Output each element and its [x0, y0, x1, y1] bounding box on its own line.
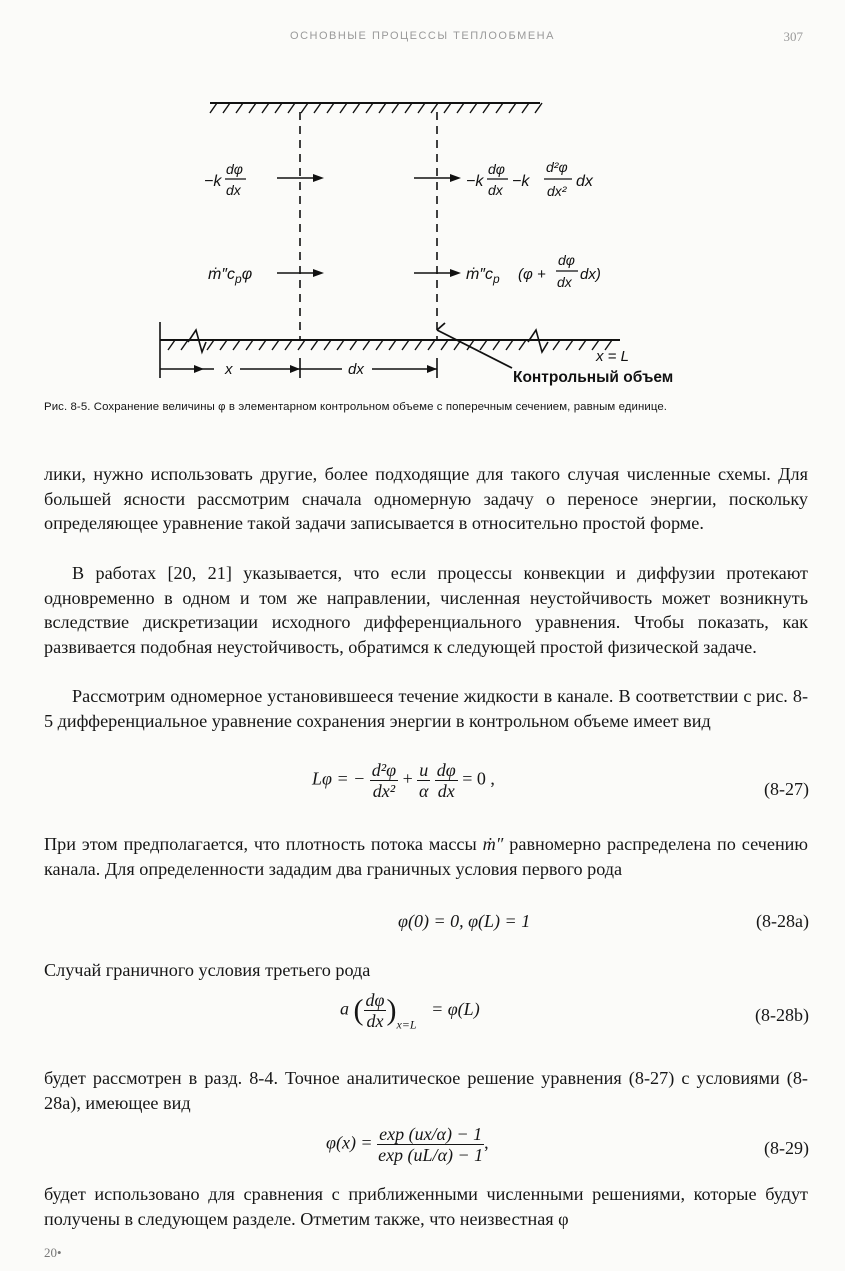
- equation-8-28b: a ( $\frac{d\varphi}{dx}$ )$_{x=L} = \varphi(L)$: [340, 990, 480, 1032]
- paragraph-6: будет рассмотрен в разд. 8-4. Точное аналитическое решение уравнения (8-27) с условиями (8-28а), имеющее вид: [44, 1068, 808, 1113]
- label-control-volume: Контрольный объем: [513, 369, 674, 386]
- svg-text:−k: −k: [204, 173, 222, 190]
- label-x-equals-L: x = L: [596, 348, 629, 365]
- label-convection-left: $ṁ''c_p\varphi$: [208, 266, 253, 286]
- figure-caption: Рис. 8-5. Сохранение величины φ в элементарном контрольном объеме с поперечным сечением, равным единице.: [44, 401, 668, 413]
- paragraph-4-part-a: При этом предполагается, что плотность потока массы: [44, 834, 483, 854]
- svg-text:dx: dx: [488, 182, 503, 198]
- equation-8-28a: φ(0) = 0, φ(L) = 1: [398, 911, 531, 931]
- svg-text:dφ: dφ: [226, 161, 243, 177]
- dim-label-dx: dx: [348, 361, 364, 378]
- svg-text:−k: −k: [512, 173, 530, 190]
- paragraph-3: Рассмотрим одномерное установившееся течение жидкости в канале. В соответствии с рис. 8-5 дифференциальное уравнение сохранения энергии в контрольном объеме имеет вид: [44, 686, 808, 731]
- svg-text:−k: −k: [466, 173, 484, 190]
- eq-num: dφ: [365, 990, 385, 1010]
- arrow-right-icon: [450, 174, 461, 182]
- mass-flux-symbol: ṁ″: [482, 834, 504, 854]
- eq-num: dφ: [436, 760, 456, 780]
- eq-den: dx: [437, 781, 455, 801]
- svg-text:dx: dx: [576, 173, 593, 190]
- paragraph-5: Случай граничного условия третьего рода: [44, 960, 371, 980]
- label-diffusion-right: [466, 159, 594, 199]
- eq-num: exp (ux/α) − 1: [379, 1124, 483, 1144]
- eq-num: u: [419, 760, 429, 780]
- equation-number-8-27: (8-27): [764, 779, 809, 799]
- equation-number-8-29: (8-29): [764, 1138, 809, 1158]
- eq-den: dx²: [372, 781, 396, 801]
- label-convection-right: [466, 252, 601, 290]
- signature-mark: 20•: [44, 1245, 62, 1260]
- eq-den: dx: [366, 1011, 384, 1031]
- svg-text:(φ +: (φ +: [518, 266, 546, 283]
- dim-label-x: x: [225, 361, 233, 378]
- equation-number-8-28a: (8-28а): [756, 911, 809, 931]
- paragraph-2: В работах [20, 21] указывается, что если процессы конвекции и диффузии протекают одновременно в одном и том же направлении, численная неустойчивость может возникнуть вследствие дискретизации исходного дифференциального уравнения. Чтобы показать, как развивается подобная неустойчивость, обратимся к следующей простой физической задаче.: [44, 563, 808, 657]
- label-diffusion-left: [204, 161, 246, 198]
- paragraph-4: [44, 832, 808, 881]
- cv-pointer-line: [437, 330, 512, 368]
- running-header: ОСНОВНЫЕ ПРОЦЕССЫ ТЕПЛООБМЕНА: [290, 30, 555, 42]
- svg-text:dφ: dφ: [488, 161, 505, 177]
- arrow-right-icon: [450, 269, 461, 277]
- eq-rhs: = φ(L): [431, 998, 480, 1019]
- svg-text:dφ: dφ: [558, 252, 575, 268]
- eq-coef: a: [340, 998, 349, 1019]
- equation-8-29: [326, 1124, 489, 1165]
- eq-subscript: x=L: [396, 1017, 417, 1032]
- equation-number-8-28b: (8-28b): [755, 1005, 809, 1025]
- eq-lhs: Lφ = −: [312, 768, 366, 789]
- figure-control-volume: [0, 0, 845, 400]
- svg-text:dx: dx: [557, 274, 572, 290]
- top-wall-hatching: [210, 103, 542, 113]
- svg-text:dx²: dx²: [547, 183, 567, 199]
- arrow-right-icon: [313, 269, 324, 277]
- eq-rhs: = 0 ,: [462, 768, 495, 789]
- eq-den: α: [419, 781, 429, 801]
- svg-text:dx: dx: [226, 182, 241, 198]
- equation-8-27: [312, 760, 495, 801]
- paragraph-7: будет использовано для сравнения с приближенными численными решениями, которые будут получены в следующем разделе. Отметим также, что неизвестная φ: [44, 1184, 808, 1229]
- arrow-right-icon: [313, 174, 324, 182]
- paragraph-4-part-b: равномерно распределена по сечению канала. Для определенности зададим два граничных условия первого рода: [44, 834, 808, 879]
- eq-lhs: φ(x) =: [326, 1132, 373, 1153]
- svg-text:d²φ: d²φ: [546, 159, 568, 175]
- svg-text:ṁ″cp: $ṁ''c_p$: [466, 266, 500, 286]
- eq-tail: ,: [484, 1132, 489, 1153]
- paragraph-1: лики, нужно использовать другие, более подходящие для такого случая численные схемы. Для большей ясности рассмотрим сначала одномерную задачу о переносе энергии, поскольку определяющее уравнение такой задачи записывается в относительно простой форме.: [44, 464, 808, 534]
- eq-num: d²φ: [371, 760, 397, 780]
- page-number: 307: [783, 29, 803, 44]
- eq-den: exp (uL/α) − 1: [378, 1145, 484, 1165]
- eq-op: +: [402, 768, 418, 789]
- svg-text:dx): dx): [580, 266, 601, 283]
